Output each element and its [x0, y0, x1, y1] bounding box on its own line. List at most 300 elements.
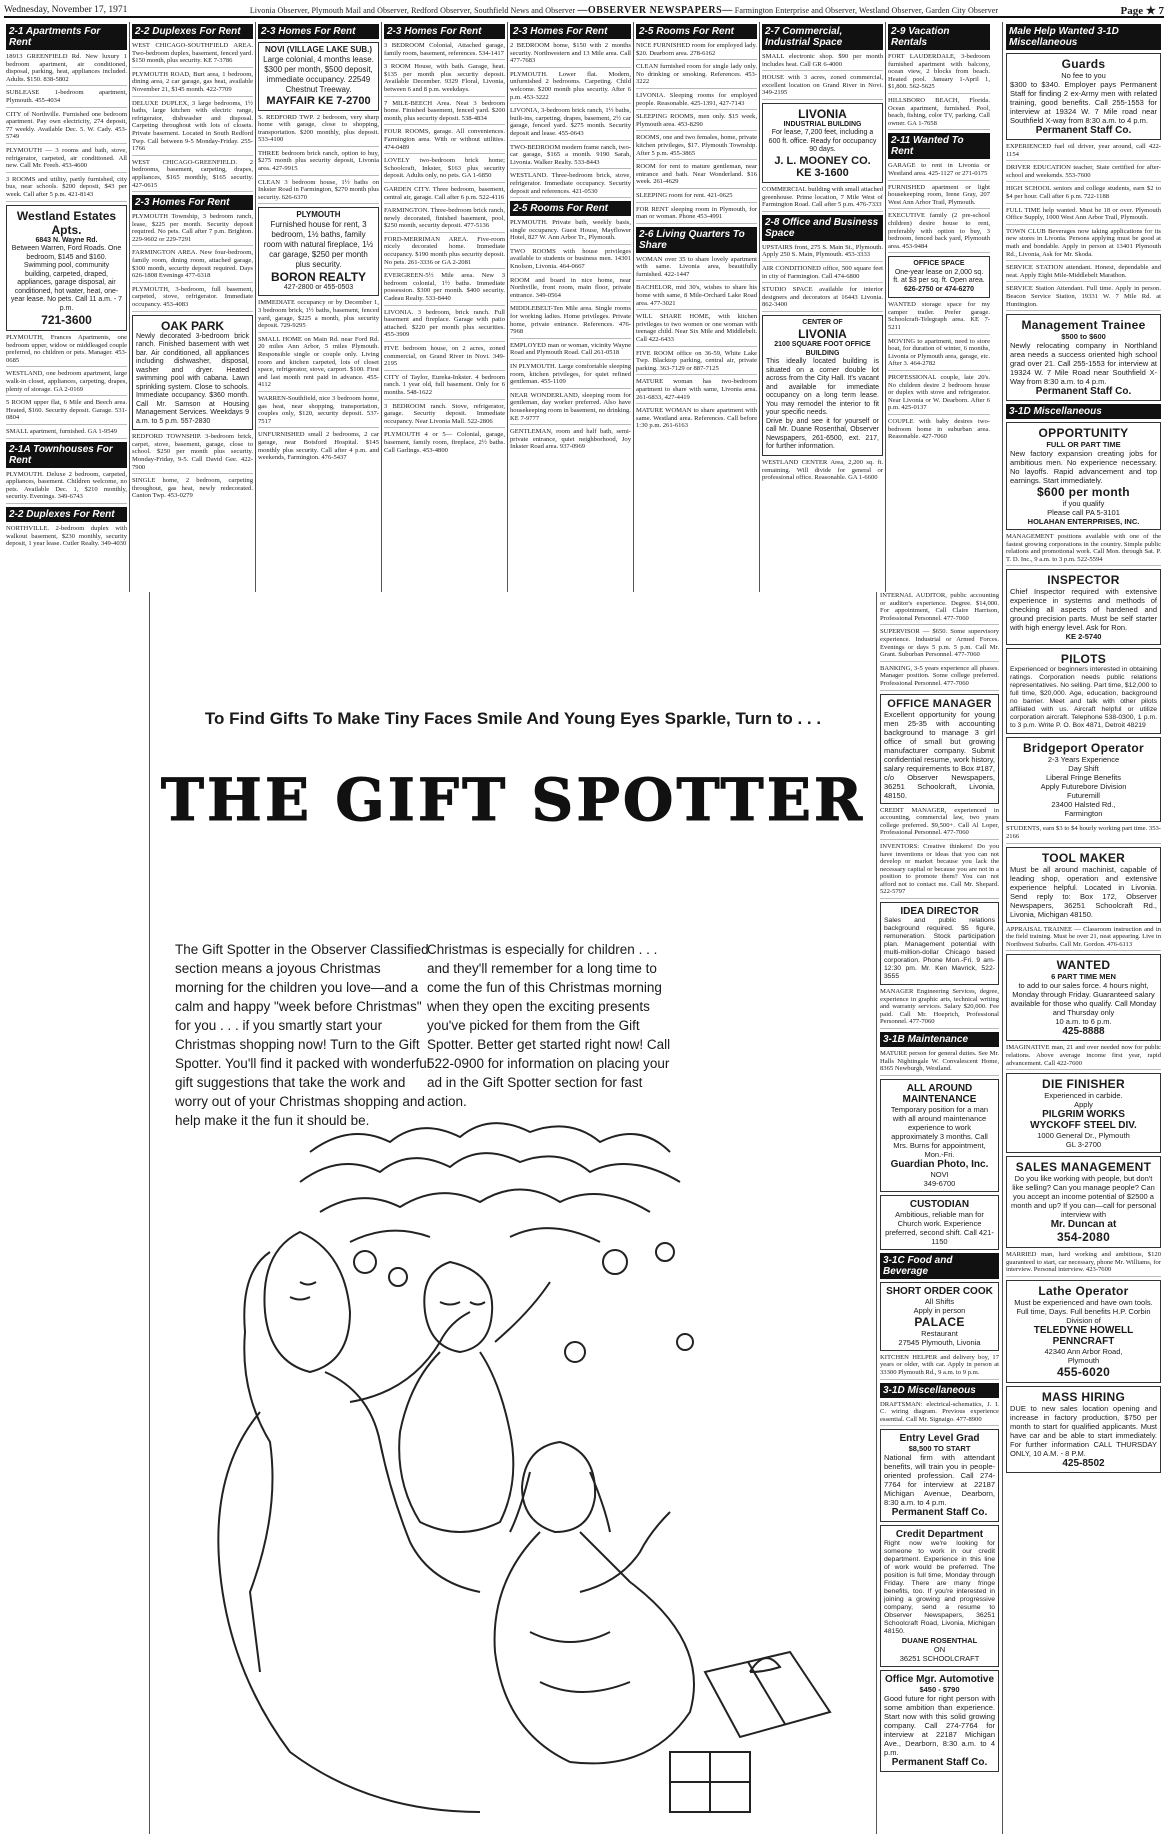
display-ad-company: J. L. MOONEY CO.	[774, 154, 871, 167]
display-ad-body: Newly relocating company in Northland area needs a success oriented high school grad over 21. Call 255-1553 for interview at 19324 W. 7 Mile Road near Southfield X-Way from 8:30 a.m. to 4 p.m.	[1010, 341, 1157, 387]
christmas-tree-branches	[300, 1123, 680, 1242]
classified-ad: HIGH SCHOOL seniors and college students, earn $2 to $4 per hour. Call after 6 p.m. 722-1188	[1006, 185, 1161, 203]
gift-spotter-logo-text: THE GIFT SPOTTER	[160, 768, 866, 834]
display-ad-body: Furnished house for rent, 3 bedroom, 1½ baths, family room with natural fireplace, 1½ car garage, $250 per month plus security.	[263, 219, 374, 269]
display-ad-body: Excellent opportunity for young men 25-35 with accounting background to manage 3 girl office of small but growing manufacturer company. Submit confidential resume, work history, salary requirements to Box #187, c/o Observer Newspapers, 36251 Schoolcraft, Livonia, 48150.	[884, 709, 995, 800]
display-ad-body: Between Warren, Ford Roads. One bedroom, $145 and $160. Swimming pool, community building, carpeted, draped, appliances, garage disposal, air conditioned, hot water, heat, one-year lease. No pets. Call 11 a.m. - 7 p.m.	[10, 245, 123, 312]
display-ad-note: if you qualify	[1062, 499, 1105, 509]
display-ad-body: Good future for right person with some ambition than experience. Start now with this solid growing company. Call 274-7764 for interview at 22187 Michigan Ave., Dearborn, 8:30 a.m. to 4 p.m.	[884, 1694, 995, 1758]
display-ad-name: Mr. Duncan at	[1050, 1219, 1117, 1231]
classified-ad: WEST CHICAGO-GREENFIELD. 2 bedrooms, basement, carpeting, drapes, appliances, $165 monthly, $165 security. 427-0615	[132, 159, 253, 192]
display-ad	[1006, 569, 1161, 645]
display-ad	[1006, 1156, 1161, 1248]
ornament	[656, 1243, 674, 1261]
display-ad-body: Experienced or beginners interested in obtaining ratings. Corporation needs public relations representatives. No selling. Part time, $12,000 to full time, $20,000. Age, education, background no barrier. Meet and talk with other pilots affiliated with us. Aircraft helpful or utilize corporation aircraft. Telephone 538-0300, 1 p.m. to 3 p.m. Write P. O. Box 4871, Detroit 48219	[1010, 666, 1157, 730]
column-4	[382, 22, 508, 592]
classified-ad: NEAR WONDERLAND, sleeping room for gentleman, day worker preferred. Also have housekeeping room in basement, no drinking. KE 7-9777	[510, 392, 631, 425]
page-number: Page ★ 7	[1120, 4, 1164, 17]
display-ad-body: to add to our sales force. 4 hours night, Monday through Friday. Guaranteed salary available for those who qualify. Call Monday and Thursday only	[1010, 981, 1157, 1018]
classified-ad: 18913 GREENFIELD Rd. New luxury 1 bedroom apartment, air conditioned, disposal, parking, heat, appliances included. Adults. $150. 838-5802	[6, 53, 127, 86]
classified-ad: WANTED storage space for my camper trailer. Prefer garage. Schoolcraft-Telegraph area. KE 7-5211	[888, 301, 990, 334]
display-ad-line: Futuremill	[1067, 791, 1100, 801]
display-ad-company: Permanent Staff Co.	[1035, 125, 1132, 136]
classified-ad: S. REDFORD TWP. 2 bedroom, very sharp home with garage, close to shopping, transportation. $200 monthly, plus deposit. 533-4100	[258, 114, 379, 147]
display-ad-address: 27545 Plymouth, Livonia	[898, 1337, 981, 1347]
display-ad-body: New factory expansion creating jobs for ambitious men. No experience necessary. No layoffs. Rapid advancement and top earnings. Start immediately.	[1010, 449, 1157, 486]
display-ad-body: Sales and public relations background required. $5 figure, remuneration. Stock participation plan. Management potential with multi-million-dollar Chicago based corporation. Phone Mon.-Fri. 9 am-12:30 pm. Mr. Ken Mavrick, 522-3555	[884, 917, 995, 981]
display-ad-title: Westland Estates Apts.	[16, 208, 117, 237]
classified-ad: WILL SHARE HOME, with kitchen privileges to two women or one woman with teenage child. Near Six Mile and Middlebelt. Call 422-6433	[636, 313, 757, 346]
display-ad-line: Apply in person	[913, 1305, 966, 1315]
display-ad-time: 10 a.m. to 6 p.m.	[1055, 1017, 1112, 1027]
classified-ad: 3 ROOMS and utility, partly furnished, city bus, near schools. $200 deposit, $43 per week. Call after 5 p.m. 421-8143	[6, 176, 127, 202]
display-ad-line: 1000 General Dr., Plymouth	[1037, 1131, 1130, 1141]
display-ad-title: Management Trainee	[1021, 318, 1146, 333]
ornament	[677, 1334, 693, 1350]
classified-ad: CREDIT MANAGER, experienced in accounting, commercial law, two years college preferred. $9,500+. Call Al Loper, Professional Personnel. 477-7060	[880, 807, 999, 840]
display-ad-company: WYCKOFF STEEL DIV.	[1030, 1120, 1137, 1132]
display-ad-body: Do you like working with people, but don't like selling? Can you manage people? Can you accept an income potential of $2500 a month and up? If you can—call for personal interview with	[1010, 1174, 1157, 1220]
display-ad-note: No fee to you	[1061, 71, 1106, 80]
classified-ad: IMMEDIATE occupancy or by December 1, 3 bedroom brick, 1½ baths, basement, fenced yard, garage, $225 a month, plus security deposit. 729-9295	[258, 299, 379, 332]
classified-ad: ROOM and board in nice home, near Northville, front room, main floor, private entrance. 349-0564	[510, 277, 631, 303]
classified-ad: BACHELOR, mid 30's, wishes to share his home with same, 8 Mile-Orchard Lake Road area. 477-3021	[636, 284, 757, 310]
gift-lead-text: To Find Gifts To Make Tiny Faces Smile And Young Eyes Sparkle, Turn to . . .	[204, 709, 822, 728]
classified-ad: ROOMS, one and two females, home, private kitchen privileges, $17. Plymouth Township. After 5 p.m. 455-3865	[636, 134, 757, 160]
classified-ad: PLYMOUTH, 3-bedroom, full basement, carpeted, stove, refrigerator. Immediate occupancy. 453-4083	[132, 286, 253, 312]
classified-ad: EXECUTIVE family (2 pre-school children) desire house to rent, preferably with option to buy, 3 bedroom, fenced back yard, Plymouth area. 453-9484	[888, 212, 990, 253]
display-ad	[1006, 1073, 1161, 1153]
classified-ad: GARAGE to rent in Livonia or Westland area. 425-1127 or 271-0175	[888, 162, 990, 180]
display-ad-phone: 425-8502	[1062, 1458, 1105, 1469]
header-papers	[250, 5, 998, 16]
classified-ad: SLEEPING room for rent. 421-0625	[636, 192, 757, 203]
classified-ad: FURNISHED apartment or light housekeeping room, Irene Gray, 207 West Ann Arbor Trail, Plymouth.	[888, 184, 990, 210]
display-ad	[258, 207, 379, 296]
classified-ad: PLYMOUTH, Frances Apartments, one bedroom upper, widow or middleaged couple preferred, no children or pets. Manager. 453-0685	[6, 334, 127, 367]
classified-ad: EVERGREEN-5½ Mile area. New 3 bedroom colonial, 1½ baths. Immediate possession. $300 per month. $400 security. Cadeau Realty. 533-8440	[384, 272, 505, 305]
display-ad-line: ON	[933, 1645, 946, 1655]
display-ad-title: PLYMOUTH	[296, 210, 341, 220]
ornament	[354, 1251, 376, 1273]
display-ad-company: TELEDYNE HOWELL PENNCRAFT	[1033, 1325, 1134, 1347]
display-ad-title: Credit Department	[895, 1529, 984, 1541]
display-ad-title: OPPORTUNITY	[1038, 426, 1129, 441]
classified-ad: PLYMOUTH. Private bath, weekly basis, single occupancy. Guest House, Mayflower Hotel, 827 W. Ann Arbor Tr., Plymouth.	[510, 219, 631, 245]
header-papers-left: Livonia Observer, Plymouth Mail and Observer, Redford Observer, Southfield News and Observer	[249, 5, 576, 15]
classified-ad: MOVING to apartment, need to store boat, for duration of winter, 6 months, Livonia or Plymouth area, garage, etc. After 3. 464-2782	[888, 338, 990, 371]
classified-ad: SUBLEASE 1-bedroom apartment, Plymouth. 455-4034	[6, 89, 127, 107]
ornament	[565, 1342, 585, 1362]
classified-ad: 3 BEDROOM Colonial, Attached garage, family room, basement, references. 534-1417	[384, 42, 505, 60]
classified-ad: WEST CHICAGO-SOUTHFIELD AREA. Two-bedroom duplex, basement, fenced yard. $150 month, plus security. KE 7-3786	[132, 42, 253, 68]
display-ad-title: OFFICE SPACE	[913, 260, 965, 268]
display-ad-phone: MAYFAIR KE 7-2700	[266, 94, 371, 107]
classified-ad: DELUXE DUPLEX, 3 large bedrooms, 1½ baths, large kitchen with electric range, refrigerator, dishwasher and disposal. Carpeting throughout with lots of closets. Private basement. Located in South Redford Twp. Call between 9-5 Monday-Friday. 255-1766	[132, 100, 253, 156]
display-ad-body: National firm with attendant benefits, will train you in people-oriented profession. Call 274-7764 for interview at 22187 Michigan Avenue, Dearborn, 8:30 a.m. to 4 p.m.	[884, 1453, 995, 1508]
classified-ad: 3 ROOM House, with bath. Garage, heat. $135 per month plus security deposit. Available December. 9329 Floral, Livonia, between 6 and 8 p.m. weekdays.	[384, 63, 505, 96]
display-ad-title: PILOTS	[1060, 652, 1107, 667]
display-ad-subtitle: 2100 SQUARE FOOT OFFICE BUILDING	[774, 341, 871, 357]
display-ad-phone: 626-2750 or 474-6270	[903, 285, 975, 293]
column-6	[634, 22, 760, 592]
display-ad	[880, 1525, 999, 1667]
display-ad-line: Plymouth	[1067, 1356, 1100, 1365]
classified-ad: TOWN CLUB Beverages now taking applications for its new stores in Livonia. Persons applying must be good at math and bondable. Apply in person at 13401 Plymouth Rd., Livonia, Ask for Mr. Skoda.	[1006, 228, 1161, 261]
section-heading: 3-1B Maintenance	[880, 1032, 999, 1047]
classified-ad: PLYMOUTH. Lower flat. Modern, unfurnished 2 bedrooms. Carpeting. Child welcome. $200 month plus security. After 6 p.m. 453-3222	[510, 71, 631, 104]
classified-ad: REDFORD TOWNSHIP. 3-bedroom brick, carpet, stove, basement, garage, close to school. $250 per month plus security. Monday-Friday, 9-5. Call David Gee. 422-7900	[132, 433, 253, 474]
section-heading: 2-3 Homes For Rent	[384, 24, 505, 39]
display-ad-phone: 721-3600	[41, 313, 92, 327]
display-ad-title: Office Mgr. Automotive	[884, 1674, 995, 1686]
display-ad-line: Day Shift	[1068, 764, 1099, 774]
display-ad-title: Guards	[1061, 57, 1106, 71]
display-ad-phone: 354-2080	[1056, 1230, 1111, 1245]
classified-ad: WARREN-Southfield, nice 3 bedroom home, gas heat, near shopping, transportation, couples only, $120, security deposit. 537-7517	[258, 395, 379, 428]
display-ad-company: PALACE	[914, 1314, 965, 1329]
ornament	[389, 1268, 407, 1286]
gift-spotter-ad	[150, 592, 876, 1834]
classified-ad: INVENTORS: Creative thinkers! Do you have inventions or ideas that you can not develop or market because you lack the necessary capital or because you are not in a position to promote them? You can not afford not to contact me. Call Mr. Shepard. 522-5797	[880, 843, 999, 899]
display-ad-name: DUANE ROSENTHAL	[901, 1636, 978, 1646]
display-ad-title: TOOL MAKER	[1041, 850, 1126, 865]
section-heading: 2-11 Wanted To Rent	[888, 133, 990, 159]
display-ad	[1006, 847, 1161, 923]
display-ad-title: OAK PARK	[160, 318, 225, 333]
section-heading: 2-1A Townhouses For Rent	[6, 442, 127, 468]
classified-ad: FORT LAUDERDALE, 3-bedroom furnished apartment with balcony, ocean view, 2 blocks from beach. Heated pool. January 1-April 1, $1,800. 562-5625	[888, 53, 990, 94]
classified-ad: FOUR ROOMS, garage. All conveniences. Farmington area. With or without utilities. 474-0489	[384, 128, 505, 154]
display-ad	[132, 315, 253, 431]
display-ad-pay: $500 to $600	[1061, 332, 1106, 342]
display-ad	[1006, 314, 1161, 401]
classified-ad: TWO ROOMS with house privileges available to students or business men. 14301 Knolson, Livonia. 464-0667	[510, 248, 631, 274]
column-7	[760, 22, 886, 592]
section-heading: 3-1D Miscellaneous	[880, 1383, 999, 1398]
display-ad	[762, 315, 883, 456]
display-ad-company: Permanent Staff Co.	[891, 1757, 988, 1769]
display-ad-pay: $600 per month	[1037, 485, 1130, 500]
display-ad-body: Newly decorated 3-bedroom brick ranch. Finished basement with wet bar. Air conditioned, all appliances including dishwasher, disposal, washer and dryer. Heated swimming pool with cabana. Lawn sprinkling system. Close to schools. Immediate occupancy. $360 month. Call Mr. Samson at Housing Management Services. Weekdays 9 a.m. to 5 p.m. 557-2830	[136, 332, 249, 425]
section-heading: 2-3 Homes For Rent	[132, 195, 253, 210]
display-ad	[6, 205, 127, 332]
classified-ad: INTERNAL AUDITOR, public accounting or auditor's experience. Degree. $14,000. For appointment, Call Claire Harrison, Professional Personnel. 477-7060	[880, 592, 999, 625]
display-ad-company: Permanent Staff Co.	[1035, 386, 1132, 398]
classified-ad: MIDDLEBELT-Ten Mile area. Single rooms for working ladies. Home privileges. Private home, private entrance. References. 476-7968	[510, 305, 631, 338]
classified-ad: CLEAN 3 bedroom house, 1½ baths on Inkster Road in Farmington, $270 month plus security. 626-6370	[258, 179, 379, 205]
section-heading: Male Help Wanted 3-1D Miscellaneous	[1006, 24, 1161, 50]
display-ad-body: Temporary position for a man with all around maintenance experience to work approximately 3 months. Call Mrs. Burns for appointment, Mon.-Fri.	[890, 1104, 989, 1159]
display-ad	[880, 1670, 999, 1772]
classified-ad: FULL TIME help wanted. Must be 18 or over. Plymouth Office Supply, 1000 West Ann Arbor Trail, Plymouth.	[1006, 207, 1161, 225]
display-ad-body: This ideally located building is situated on a corner double lot across from the City Hall. It's vacant and available for immediate occupancy on a long term lease. You may remodel the interior to fit your specific needs.	[766, 358, 879, 417]
header-papers-right: Farmington Enterprise and Observer, Westland Observer, Garden City Observer	[734, 5, 999, 15]
section-heading: 2-7 Commercial, Industrial Space	[762, 24, 883, 50]
display-ad-phone: 427-2800 or 455-0503	[283, 283, 354, 291]
classified-ad: COUPLE with baby desires two-bedroom home in suburban area. Reasonable. 427-7060	[888, 418, 990, 441]
display-ad-line: NOVI	[930, 1169, 949, 1179]
classified-ad: SINGLE home, 2 bedroom, carpeting throughout, gas heat, newly redecorated. Canton Twp. 453-0279	[132, 477, 253, 500]
display-ad	[880, 1079, 999, 1192]
display-ad-title: DIE FINISHER	[1042, 1077, 1125, 1092]
classified-ad: UNFURNISHED small 2 bedrooms, 2 car garage, near Botsford Hospital. $145 monthly plus security. Call after 4 p.m. and weekends, Farmington. 476-5437	[258, 431, 379, 462]
classified-ad: IN PLYMOUTH. Large comfortable sleeping room, kitchen privileges, for quiet refined gentleman. 455-1109	[510, 363, 631, 389]
column-3	[256, 22, 382, 592]
classified-ad: LIVONIA. Sleeping rooms for employed people. Reasonable. 425-1391, 427-7143	[636, 92, 757, 110]
display-ad-line: 2-3 Years Experience	[1047, 755, 1120, 765]
classified-ad: 5 ROOM upper flat, 6 Mile and Beech area. Heated, $160. Security deposit. Garage. 531-0804	[6, 399, 127, 425]
classified-ad: IMAGINATIVE man, 21 and over needed now for public relations. Above average income first year, rapid advancement. Call 422-7600	[1006, 1044, 1161, 1070]
classified-ad: PLYMOUTH — 3 rooms and bath, stove, refrigerator, carpeted, air conditioned. All new. Call Mr. Freeh. 453-4600	[6, 147, 127, 173]
classified-ad: CLEAN furnished room for single lady only. No drinking or smoking. References. 453-3222	[636, 63, 757, 89]
display-ad-body: Chief Inspector required with extensive experience in systems and methods of checking all aspects of hardened and ground precision parts. Must be self starter with high energy level. Ask for Ron.	[1010, 587, 1157, 633]
display-ad-body: For lease, 7,200 feet, including a 600 ft. office. Ready for occupancy 90 days.	[768, 129, 877, 154]
display-ad-company: Permanent Staff Co.	[891, 1507, 988, 1519]
classified-ad: SMALL apartment, furnished. GA 1-9549	[6, 428, 127, 439]
column-5	[508, 22, 634, 592]
display-ad	[880, 694, 999, 804]
display-ad-line: All Shifts	[924, 1296, 955, 1306]
display-ad-body: Large colonial, 4 months lease. $300 per month, $500 deposit, immediate occupancy. 22549 Chestnut Treeway.	[263, 54, 374, 94]
classified-ad: SMALL electronic shop. $90 per month includes heat. Call GR 6-4000	[762, 53, 883, 71]
classified-ad: MATURE person for general duties. See Mr. Halls Nightingale W. Convalescent Home, 8365 Newburgh, Westland.	[880, 1050, 999, 1076]
classified-ad: FIVE bedroom house, on 2 acres, zoned commercial, on Grand River in Novi. 349-2195	[384, 345, 505, 371]
display-ad	[1006, 1280, 1161, 1383]
classified-ad: SLEEPING ROOMS, men only. $15 week, Plymouth area. 453-8290	[636, 113, 757, 131]
display-ad	[880, 902, 999, 985]
classified-ad: ROOM for rent to mature gentleman, near entrance and bath. Near Wonderland. $16 week. 261-4629	[636, 163, 757, 189]
classified-ad: SERVICE STATION attendant. Honest, dependable and neat. Apply Eight Mile-Middlebelt Marathon.	[1006, 264, 1161, 282]
display-ad-subtitle: INDUSTRIAL BUILDING	[783, 120, 862, 128]
display-ad-line: Experienced in carbide.	[1044, 1091, 1123, 1101]
display-ad-subtitle: 6 PART TIME MEN	[1051, 972, 1116, 982]
page-header	[4, 4, 1164, 18]
display-ad	[1006, 1386, 1161, 1473]
display-ad-phone: 455-6020	[1056, 1365, 1111, 1379]
classified-ad: SUPERVISOR — $650. Some supervisory experience. Industrial or Armed Forces. Evenings or days 5 p.m. 5 p.m. Call Mr. Grant. Suburban Personnel. 477-7060	[880, 628, 999, 661]
section-heading: 2-5 Rooms For Rent	[636, 24, 757, 39]
section-heading: 2-6 Living Quarters To Share	[636, 227, 757, 253]
display-ad-body: One-year lease on 2,000 sq. ft. at $3 per sq. ft. Open area.	[893, 268, 985, 285]
display-ad	[880, 1282, 999, 1351]
classified-ad: APPRAISAL TRAINEE — Classroom instruction and in the field training. Must be over 21, neat appearing. Live in Northwest Suburbs. Call Mr. Gordon. 476-6113	[1006, 926, 1161, 952]
classified-ad: TWO-BEDROOM modern frame ranch, two-car garage, $165 a month. 9190 Sarah, Livonia. Walker Realty. 533-8443	[510, 144, 631, 170]
display-ad-address: 6843 N. Wayne Rd.	[35, 236, 98, 244]
classified-ad: EXPERIENCED fuel oil driver, year around, call 422-1154	[1006, 143, 1161, 161]
section-heading: 2-2 Duplexes For Rent	[6, 507, 127, 522]
classified-ad: MATURE woman has two-bedroom apartment to share with same, Livonia area. 261-6833, 427-4419	[636, 378, 757, 404]
girl-figure	[495, 1442, 694, 1763]
display-ad-body: DUE to new sales location opening and increase in factory production, $750 per month to start for qualified applicants. Must have car and be able to start immediately. For further information CALL THURSDAY ONLY, 10 A.M. - 8 P.M.	[1010, 1404, 1157, 1458]
section-heading: 2-8 Office and Business Space	[762, 215, 883, 241]
display-ad-phone: KE 3-1600	[796, 166, 849, 179]
classified-ad: STUDENTS, earn $3 to $4 hourly working part time. 353-2166	[1006, 825, 1161, 843]
display-ad-line: Liberal Fringe Benefits	[1045, 773, 1122, 783]
display-ad-phone: KE 2-5740	[1065, 632, 1102, 642]
display-ad	[1006, 53, 1161, 140]
boy-figure	[399, 1262, 550, 1532]
classified-ad: FORD-MERRIMAN AREA. Five-room nicely decorated home. Immediate occupancy. $190 month plus security deposit. No pets. 261-3336 or GA 2-2081	[384, 236, 505, 269]
classified-ad: FOR RENT sleeping room in Plymouth, for man or woman. Phone 453-4991	[636, 206, 757, 224]
classified-ad: NORTHVILLE. 2-bedroom duplex with walkout basement, $230 monthly, security deposit, 1 year lease. Cutler Realty. 349-4030	[6, 524, 127, 548]
display-ad	[258, 42, 379, 111]
display-ad-title: Lathe Operator	[1038, 1284, 1129, 1298]
ornaments	[354, 1243, 693, 1362]
header-brand: —OBSERVER NEWSPAPERS—	[577, 4, 733, 16]
display-ad-company: BORON REALTY	[270, 269, 367, 284]
display-ad-company: Guardian Photo, Inc.	[890, 1158, 989, 1170]
classified-ad: LIVONIA, 3-bedroom brick ranch, 1½ baths, built-ins, carpeting, drapes, basement, 2½ car garage, fenced yard. $275 month. Security deposit and lease. 455-0643	[510, 107, 631, 140]
classified-ad: HOUSE with 3 acres, zoned commercial, excellent location on Grand River in Novi. 349-2195	[762, 74, 883, 100]
column-1	[4, 22, 130, 592]
column-2	[130, 22, 256, 592]
display-ad-pay: $450 - $790	[919, 1685, 960, 1695]
display-ad-line: Restaurant	[921, 1328, 958, 1338]
display-ad-line: Apply Futurebore Division	[1040, 782, 1127, 792]
classified-ad: 3 BEDROOM ranch. Stove, refrigerator, garage. Security deposit. Immediate occupancy. Near Livonia Mall. 522-2806	[384, 403, 505, 429]
gift-spotter-logo	[160, 768, 866, 834]
display-ad-address: 36251 SCHOOLCRAFT	[899, 1654, 980, 1664]
display-ad-phone: 349-6700	[923, 1178, 956, 1188]
display-ad	[762, 103, 883, 183]
display-ad-line: Apply	[1074, 1100, 1093, 1110]
display-ad-title: OFFICE MANAGER	[887, 697, 992, 710]
section-heading: 3-1D Miscellaneous	[1006, 404, 1161, 419]
classified-ad: PLYMOUTH 4 or 5— Colonial, garage, basement, family room, fireplace, 2½ baths. Call Garlings. 453-4800	[384, 431, 505, 454]
classified-ad: GENTLEMAN, room and half bath, semi-private entrance, quiet neighborhood, Joy Inkster Road area. 937-0969	[510, 428, 631, 451]
display-ad	[1006, 954, 1161, 1041]
display-ad-body: Must be all around machinist, capable of leading shop, operation and extensive experience helpful. Located in Livonia. Send reply to: Box 172, Observer Newspapers, 36251 Schoolcraft Rd., Livonia, Michigan 48150.	[1010, 864, 1157, 919]
classified-ad: MATURE WOMAN to share apartment with same. Westland area. References. Call before 1:30 p.m. 261-6163	[636, 407, 757, 430]
display-ad-title: Entry Level Grad	[899, 1433, 980, 1445]
classified-ad: MARRIED man, hard working and ambitious, $120 guaranteed to start, car necessary, phone Mr. Williams, for interview. Personal interview. 423-7600	[1006, 1251, 1161, 1277]
classified-ad: CITY of Northville. Furnished one bedroom apartment. Pay own electricity, 274 deposit, 77 weekly. Available Dec. 5. W. Cady. 453-5749	[6, 111, 127, 144]
display-ad-phone: GL 3-2700	[1065, 1140, 1102, 1150]
section-heading: 2-9 Vacation Rentals	[888, 24, 990, 50]
display-ad	[1006, 737, 1161, 822]
display-ad-body: Ambitious, reliable man for Church work. Experience preferred, second shift. Call 421-1150	[885, 1209, 994, 1246]
classified-ad: HILLSBORO BEACH, Florida. Ocean apartment, furnished. Pool, beach, fishing, color TV, parking. Call owner. GA 1-7658	[888, 97, 990, 130]
left-margin-strip	[4, 592, 150, 1834]
classified-ad: CITY of Taylor, Eureka-Inkster. 4 bedroom ranch. 1 year old, full basement. Only for 6 months. 548-1622	[384, 374, 505, 400]
display-ad	[1006, 422, 1161, 530]
classified-ad: AIR CONDITIONED office, 500 square feet in city of Farmington. Call 474-6800	[762, 265, 883, 283]
classified-columns	[4, 22, 1164, 592]
column-8	[886, 22, 992, 592]
display-ad-phone: 425-8888	[1062, 1026, 1105, 1038]
classified-ad: WOMAN over 35 to share lovely apartment with same. Livonia area, beautifully furnished. 422-1447	[636, 256, 757, 282]
classified-ad: 2 BEDROOM home, $150 with 2 months security. Northwestern and 13 Mile area. Call 477-7683	[510, 42, 631, 68]
section-heading: 2-1 Apartments For Rent	[6, 24, 127, 50]
classified-ad: FARMINGTON. Three-bedroom brick ranch, newly decorated, finished basement, pool, $250 month, security deposit. 477-5136	[384, 207, 505, 233]
classified-ad: WESTLAND, one bedroom apartment, large walk-in closet, appliances, carpeting, drapes, plenty of storage. GA 2-0169	[6, 370, 127, 396]
header-date: Wednesday, November 17, 1971	[4, 5, 128, 15]
classified-ad: GARDEN CITY. Three bedroom, basement, central air, garage. Call after 6 p.m. 522-4116	[384, 186, 505, 204]
ornament	[603, 1250, 627, 1274]
classified-ad: WESTLAND. Three-bedroom brick, stove, refrigerator. Immediate occupancy. Security deposit and references. 421-0530	[510, 172, 631, 198]
classified-ad: PLYMOUTH Township, 3 bedroom ranch, lease, $225 per month. Security deposit required. No pets. Call after 7 p.m. Brighton. 229-9602 or 229-7291	[132, 213, 253, 246]
mother-figure	[218, 1232, 480, 1812]
display-ad-phone: Please call PA 5-3101	[1047, 508, 1120, 518]
classified-ad: LOVELY two-bedroom brick home; Schoolcraft, Inkster, $163 plus security deposit. Adults only, no pets. GA 1-6850	[384, 157, 505, 183]
classified-ad: DRAFTSMAN: electrical-schematics, J. I. C. wiring diagram. Previous experience essential. Call Mr. Signaigo. 477-8900	[880, 1401, 999, 1427]
classified-ad: LIVONIA. 3 bedroom, brick ranch. Full basement and fireplace. Garage with patio attached. $220 per month plus securities. 455-3909	[384, 309, 505, 342]
display-ad-title: CENTER OF	[802, 318, 843, 326]
classified-ad: PROFESSIONAL couple, late 20's. No children desire 2 bedroom house or duplex with stove and refrigerator. Near Livonia or W. Dearborn. After 6 p.m. 425-0137	[888, 374, 990, 415]
display-ad-title: SHORT ORDER COOK	[886, 1285, 993, 1297]
display-ad-line: 23400 Halsted Rd.,	[1051, 800, 1116, 810]
classified-ad: PLYMOUTH ROAD, Burt area, 1 bedroom, dining area, 2 car garage, gas heat, available November 21, $145 month. 422-7709	[132, 71, 253, 97]
display-ad-tail: Drive by and see it for yourself or call Mr. Duane Rosenthal, Observer Newspapers, 261-6500, ext. 217, for further information.	[766, 417, 879, 451]
gift-copy-left: The Gift Spotter in the Observer Classified section means a joyous Christmas morning for the children you love—and a calm and happy "week before Christmas" for you . . . if you smartly start your Christmas shopping now! Turn to the Gift Spotter. You'll find it packed with wonderful gift suggestions that take the work and worry out of your Christmas shopping and help make it the fun it should be.	[175, 942, 430, 1128]
display-ad	[1006, 648, 1161, 734]
display-ad-title: NOVI (VILLAGE LAKE SUB.)	[264, 45, 373, 54]
display-ad-body: Must be experienced and have own tools. Full time, Days. Full benefits H.P. Corbin Division of	[1014, 1298, 1153, 1325]
section-heading: 2-5 Rooms For Rent	[510, 201, 631, 216]
classified-ad: 7 MILE-BEECH Area. Neat 3 bedroom home. Finished basement, fenced yard. $200 month, plus security deposit. 538-4834	[384, 100, 505, 126]
display-ad-title: MASS HIRING	[1041, 1390, 1126, 1404]
section-heading: 3-1C Food and Beverage	[880, 1253, 999, 1279]
christmas-illustration	[150, 1112, 876, 1834]
display-ad-line: 42340 Ann Arbor Road,	[1044, 1347, 1123, 1356]
display-ad	[880, 1429, 999, 1522]
right-column	[1002, 22, 1164, 1834]
display-ad-title: LIVONIA	[798, 106, 847, 121]
display-ad-title: IDEA DIRECTOR	[900, 906, 979, 918]
display-ad-body: $300 to $340. Employer pays Permanent Staff for finding 2 ex-Army men with related training, good benefits. Call 255-1553 for interview at 19324 W. 7 Mile road near Southfield X-way from 8:30 a.m. to 4 p.m.	[1010, 80, 1157, 125]
display-ad-title: SALES MANAGEMENT	[1015, 1160, 1152, 1175]
display-ad-name: LIVONIA	[798, 327, 847, 342]
classified-ad: WESTLAND CENTER Area, 2,200 sq. ft. remaining. Will divide for general or professional office. Reasonable. GA 1-6600	[762, 458, 883, 482]
section-heading: 2-3 Homes For Rent	[510, 24, 631, 39]
classified-ad: EMPLOYED man or woman, vicinity Wayne Road and Plymouth Road. Call 261-0518	[510, 342, 631, 360]
classified-ad: FIVE ROOM office on 36-59, White Lake Twp. Blacktop parking, central air, private parking. 363-7129 or 887-7125	[636, 350, 757, 376]
display-ad-title: ALL AROUND MAINTENANCE	[902, 1082, 977, 1105]
classified-ad: SMALL HOME on Main Rd. near Ford Rd. 20 miles Ann Arbor, 5 miles Plymouth. Responsible single or couple only. Living room and kitchen carpeted, lots of closet space, refrigerator, stove, carport. $100. First and last month rent paid in advance. 455-4112	[258, 336, 379, 392]
classified-ad: KITCHEN HELPER and delivery boy, 17 years or older, with car. Apply in person at 33300 Plymouth Rd., 9 a.m. to 9 p.m.	[880, 1354, 999, 1380]
classified-ad: SERVICE Station Attendant. Full time. Apply in person. Beacon Service Station, 19331 W. 7 Mile Rd. at Huntington.	[1006, 285, 1161, 311]
classified-ad: STUDIO SPACE available for interior designers and decorators at 16443 Livonia. 862-3400	[762, 286, 883, 312]
classified-ad: MANAGEMENT positions available with one of the fastest growing corporations in the country. Simple public relations and promotional work. Call Mon. through Sat. P. T. D. Inc., 9 a.m. to 3 p.m. 522-5594	[1006, 533, 1161, 566]
display-ad	[880, 1195, 999, 1250]
classified-ad: NICE FURNISHED room for employed lady. $20. Dearborn area. 278-6162	[636, 42, 757, 60]
display-ad-title: Bridgeport Operator	[1022, 741, 1145, 756]
display-ad-subtitle: FULL OR PART TIME	[1046, 440, 1121, 450]
classified-ad: UPSTAIRS front, 275 S. Main St., Plymouth. Apply 250 S. Main, Plymouth. 453-3333	[762, 244, 883, 262]
display-ad-title: INSPECTOR	[1047, 573, 1120, 588]
section-heading: 2-2 Duplexes For Rent	[132, 24, 253, 39]
classified-ad: BANKING, 3-5 years experience all phases. Manager position. Some college preferred. Professional Personnel. 477-7060	[880, 665, 999, 691]
gift-copy-right: Christmas is especially for children . . . and they'll remember for a long time to come the fun of this Christmas morning when they open the exciting presents you've picked for them from the Gift Spotter. Better get started right now! Call 522-0900 for information on placing your ad in the Gift Spotter section for fast action.	[427, 942, 671, 1109]
display-ad-line: Farmington	[1064, 809, 1103, 819]
classified-ad: FARMINGTON AREA. New four-bedroom, family room, dining room, attached garage, $300 month, security deposit required. Days 626-1808 Evenings 477-6318	[132, 249, 253, 282]
section-heading: 2-3 Homes For Rent	[258, 24, 379, 39]
classified-ad: THREE bedroom brick ranch, option to buy, $275 month plus security deposit, Livonia area. 427-9915	[258, 150, 379, 176]
classified-ad: DRIVER EDUCATION teacher, State certified for after-school and weekends. 553-7600	[1006, 164, 1161, 182]
help-wanted-column	[876, 592, 1002, 1834]
display-ad-company: PILGRIM WORKS	[1042, 1109, 1125, 1121]
classified-ad: PLYMOUTH. Deluxe 2 bedroom, carpeted, appliances, basement. Children welcome, no pets. Available Dec. 1, $210 monthly, security. Evenings. 349-6743	[6, 471, 127, 504]
classified-ad: COMMERCIAL building with small attached greenhouse. Prime location, 7 Mile West of Farmington Road. Call after 5 p.m. 476-7333	[762, 186, 883, 212]
classified-ad: MANAGER Engineering Services, degree, experience in graphic arts, technical writing and warranty services. Salary $20,000. Fee paid. Call Mr. Hoeprich, Professional Personnel. 477-7060	[880, 988, 999, 1029]
display-ad-body: Right now we're looking for someone to work in our credit department. Experience in this line of work would be preferred. The position is full time, Monday through Friday. There are many fringe benefits, too. If you're interested in joining a growing and progressive company, send a resume to Observer Newspapers, 36251 Schoolcraft Road, Livonia, Michigan 48150.	[884, 1540, 995, 1636]
display-ad-company: HOLAHAN ENTERPRISES, INC.	[1027, 517, 1140, 527]
display-ad	[888, 256, 990, 298]
display-ad-title: CUSTODIAN	[909, 1198, 970, 1210]
display-ad-pay: $8,500 TO START	[908, 1444, 971, 1454]
display-ad-title: WANTED	[1056, 958, 1111, 973]
